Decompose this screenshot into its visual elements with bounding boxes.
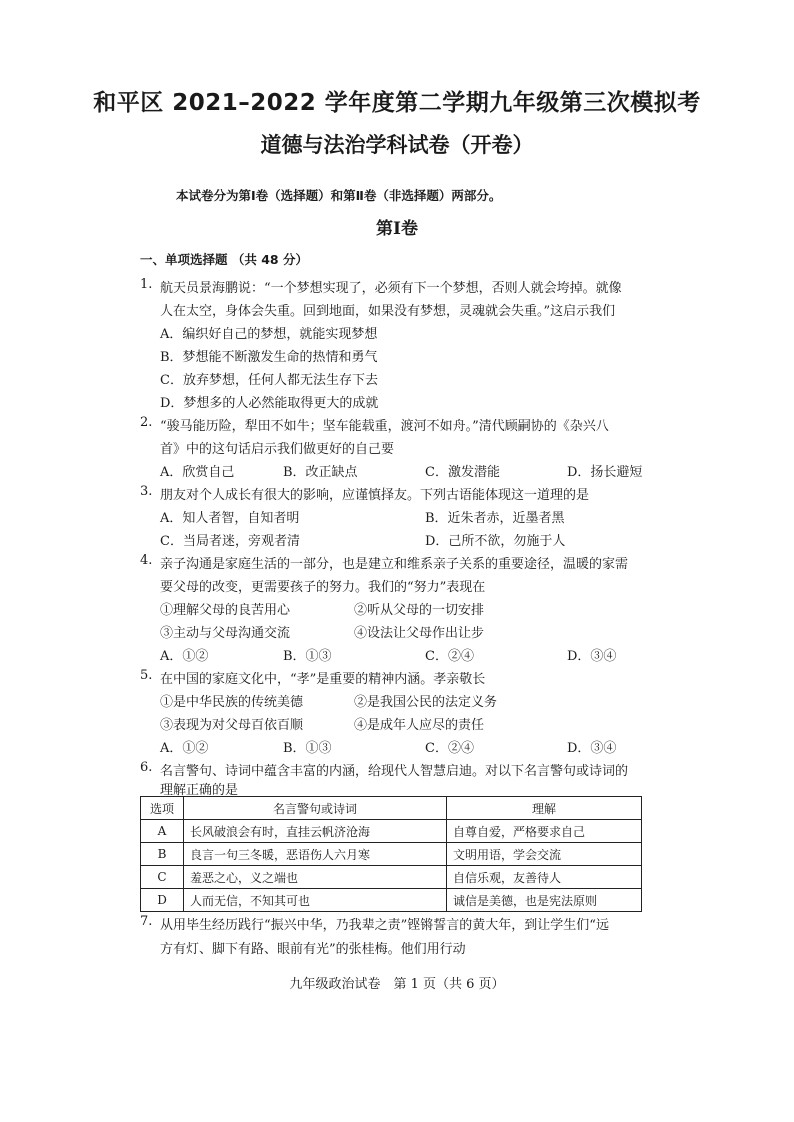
option-c: C．激发潜能 [425,465,500,480]
statement-item: ③主动与父母沟通交流 [160,626,291,641]
question-number: 4. [140,553,153,568]
question-text-line: 从用毕生经历践行“振兴中华，乃我辈之责”铿锵誓言的黄大年，到让学生们“远 [160,918,609,933]
statement-item: ④设法让父母作出让步 [354,626,485,641]
option-a: A．①② [160,649,209,664]
option-d: D．梦想多的人必然能取得更大的成就 [160,396,379,411]
question-text-line: 朋友对个人成长有很大的影响，应谨慎择友。下列古语能体现这一道理的是 [160,488,590,503]
table-cell: D [141,889,184,912]
question-text-line: 理解正确的是 [160,783,239,798]
table-cell: A [141,820,184,843]
question-text-line: 要父母的改变，更需要孩子的努力。我们的“努力”表现在 [160,580,486,595]
statement-item: ①是中华民族的传统美德 [160,695,304,710]
option-c: C．放弃梦想，任何人都无法生存下去 [160,373,378,388]
table-cell: B [141,843,184,866]
statement-item: ③表现为对父母百依百顺 [160,718,304,733]
option-d: D．③④ [567,649,617,664]
question-number: 1. [140,277,153,292]
answer-table [140,796,642,912]
exam-intro: 本试卷分为第Ⅰ卷（选择题）和第Ⅱ卷（非选择题）两部分。 [176,188,502,203]
option-b: B．梦想能不断激发生命的热情和勇气 [160,350,378,365]
question-number: 2. [140,415,153,430]
option-b: B．①③ [283,741,332,756]
option-d: D．扬长避短 [567,465,643,480]
table-cell: 自信乐观，友善待人 [447,866,642,889]
option-b: B．改正缺点 [283,465,358,480]
statement-item: ②是我国公民的法定义务 [354,695,498,710]
question-text-line: 航天员景海鹏说：“一个梦想实现了，必须有下一个梦想，否则人就会垮掉。就像 [160,281,622,296]
question-number: 6. [140,760,153,775]
statement-item: ②听从父母的一切安排 [354,603,485,618]
option-b: B．近朱者赤，近墨者黑 [425,511,565,526]
table-row [141,820,642,843]
table-cell: 文明用语，学会交流 [447,843,642,866]
option-a: A．欣赏自己 [160,465,235,480]
option-c: C．当局者迷，旁观者清 [160,534,300,549]
option-d: D．③④ [567,741,617,756]
option-d: D．己所不欲，勿施于人 [425,534,566,549]
table-header: 理解 [447,797,642,820]
table-cell: 诚信是美德，也是宪法原则 [447,889,642,912]
option-a: A．①② [160,741,209,756]
option-a: A．知人者智，自知者明 [160,511,300,526]
question-text-line: 首》中的这句话启示我们做更好的自己要 [160,442,395,457]
table-cell: 长风破浪会有时，直挂云帆济沧海 [184,820,447,843]
option-c: C．②④ [425,741,474,756]
table-cell: 良言一句三冬暖，恶语伤人六月寒 [184,843,447,866]
question-text-line: 人在太空，身体会失重。回到地面，如果没有梦想，灵魂就会失重。”这启示我们 [160,304,616,319]
question-text-line: 在中国的家庭文化中，“孝”是重要的精神内涵。孝亲敬长 [160,672,486,687]
table-header: 选项 [141,797,184,820]
exam-title: 和平区 2021–2022 学年度第二学期九年级第三次模拟考 [93,90,701,116]
statement-item: ④是成年人应尽的责任 [354,718,485,733]
table-header: 名言警句或诗词 [184,797,447,820]
exam-subtitle: 道德与法治学科试卷（开卷） [260,133,534,157]
option-c: C．②④ [425,649,474,664]
section-heading: 一、单项选择题 （共 48 分） [140,252,308,267]
table-header-row [141,797,642,820]
option-a: A．编织好自己的梦想，就能实现梦想 [160,327,378,342]
question-number: 3. [140,484,153,499]
option-b: B．①③ [283,649,332,664]
table-row [141,843,642,866]
question-text-line: 名言警句、诗词中蕴含丰富的内涵，给现代人智慧启迪。对以下名言警句或诗词的 [160,764,629,779]
question-number: 7. [140,914,153,929]
question-text-line: “骏马能历险，犁田不如牛；坚车能载重，渡河不如舟。”清代顾嗣协的《杂兴八 [160,419,609,434]
table-cell: 自尊自爱，严格要求自己 [447,820,642,843]
table-row [141,866,642,889]
statement-item: ①理解父母的良苦用心 [160,603,291,618]
table-cell: C [141,866,184,889]
table-cell: 羞恶之心，义之端也 [184,866,447,889]
question-text-line: 亲子沟通是家庭生活的一部分，也是建立和维系亲子关系的重要途径，温暖的家需 [160,557,629,572]
question-number: 5. [140,668,153,683]
table-cell: 人而无信，不知其可也 [184,889,447,912]
volume-heading: 第Ⅰ卷 [376,219,418,239]
page-footer: 九年级政治试卷 第 1 页（共 6 页） [289,977,505,992]
question-text-line: 方有灯、脚下有路、眼前有光”的张桂梅。他们用行动 [160,942,466,957]
table-row [141,889,642,912]
